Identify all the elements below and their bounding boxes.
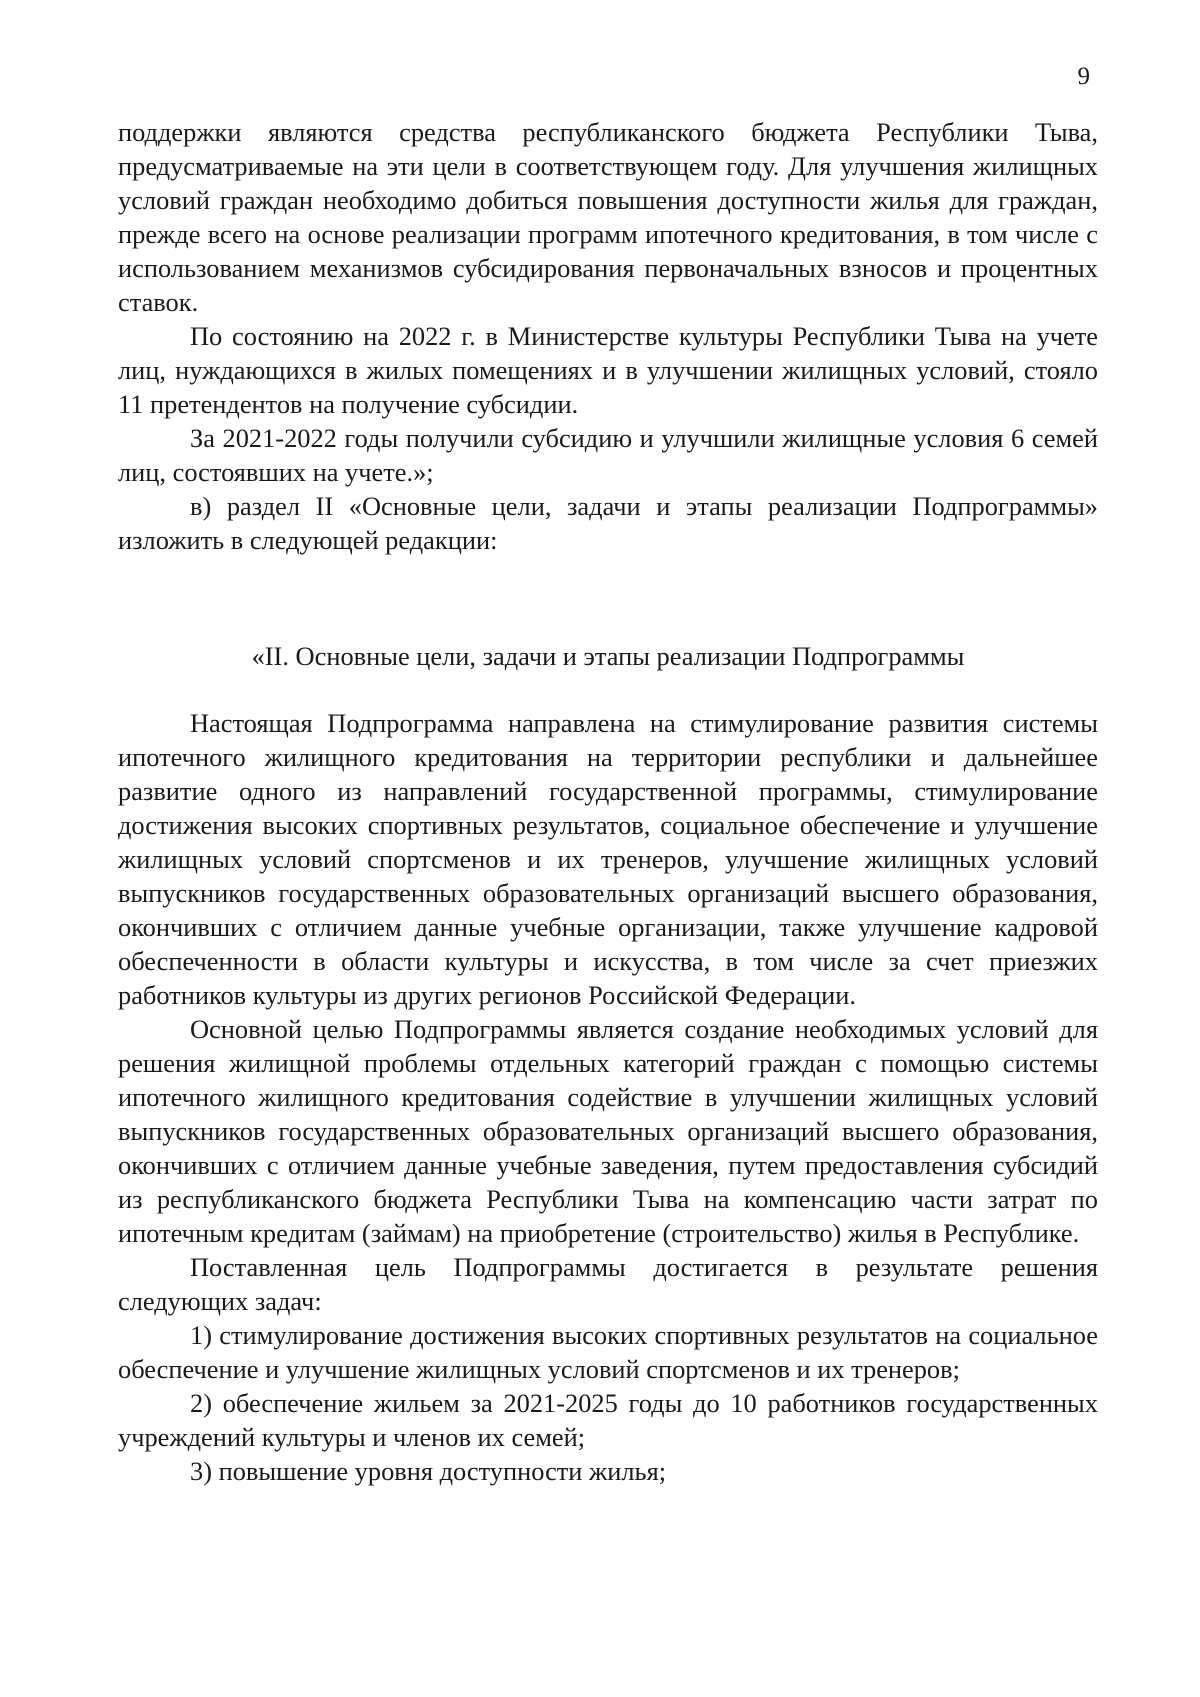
paragraph: За 2021-2022 годы получили субсидию и улучшили жилищные условия 6 семей лиц, состоявших на учете.»; (118, 423, 1098, 487)
page-number: 9 (1077, 63, 1090, 90)
list-item: 3) повышение уровня доступности жилья; (190, 1456, 667, 1486)
section-heading: «II. Основные цели, задачи и этапы реализации Подпрограммы (251, 641, 965, 671)
paragraph-continued: поддержки являются средства республиканского бюджета Республики Тыва, предусматриваемые на эти цели в соответствующем году. Для улучшения жилищных условий граждан необходимо добиться повышения доступности жилья для граждан, прежде всего на основе реализации программ ипотечного кредитования, в том числе с использованием механизмов субсидирования первоначальных взносов и процентных ставок. (118, 117, 1098, 317)
list-item: 2) обеспечение жильем за 2021-2025 годы до 10 работников государственных учреждений культуры и членов их семей; (118, 1388, 1098, 1452)
body-text-section (118, 706, 1098, 1488)
paragraph: Настоящая Подпрограмма направлена на стимулирование развития системы ипотечного жилищного кредитования на территории республики и дальнейшее развитие одного из направлений государственной программы, стимулирование достижения высоких спортивных результатов, социальное обеспечение и улучшение жилищных условий спортсменов и их тренеров, улучшение жилищных условий выпускников государственных образовательных организаций высшего образования, окончивших с отличием данные учебные организации, также улучшение кадровой обеспеченности в области культуры и искусства, в том числе за счет приезжих работников культуры из других регионов Российской Федерации. (118, 708, 1098, 1010)
paragraph: Основной целью Подпрограммы является создание необходимых условий для решения жилищной проблемы отдельных категорий граждан с помощью системы ипотечного жилищного кредитования содействие в улучшении жилищных условий выпускников государственных образовательных организаций высшего образования, окончивших с отличием данные учебные заведения, путем предоставления субсидий из республиканского бюджета Республики Тыва на компенсацию части затрат по ипотечным кредитам (займам) на приобретение (строительство) жилья в Республике. (118, 1014, 1098, 1248)
body-text-top (118, 115, 1098, 557)
paragraph: в) раздел II «Основные цели, задачи и этапы реализации Подпрограммы» изложить в следующей редакции: (118, 491, 1098, 555)
paragraph: Поставленная цель Подпрограммы достигается в результате решения следующих задач: (118, 1252, 1098, 1316)
list-item: 1) стимулирование достижения высоких спортивных результатов на социальное обеспечение и улучшение жилищных условий спортсменов и их тренеров; (118, 1320, 1098, 1384)
paragraph: По состоянию на 2022 г. в Министерстве культуры Республики Тыва на учете лиц, нуждающихся в жилых помещениях и в улучшении жилищных условий, стояло 11 претендентов на получение субсидии. (118, 321, 1098, 419)
